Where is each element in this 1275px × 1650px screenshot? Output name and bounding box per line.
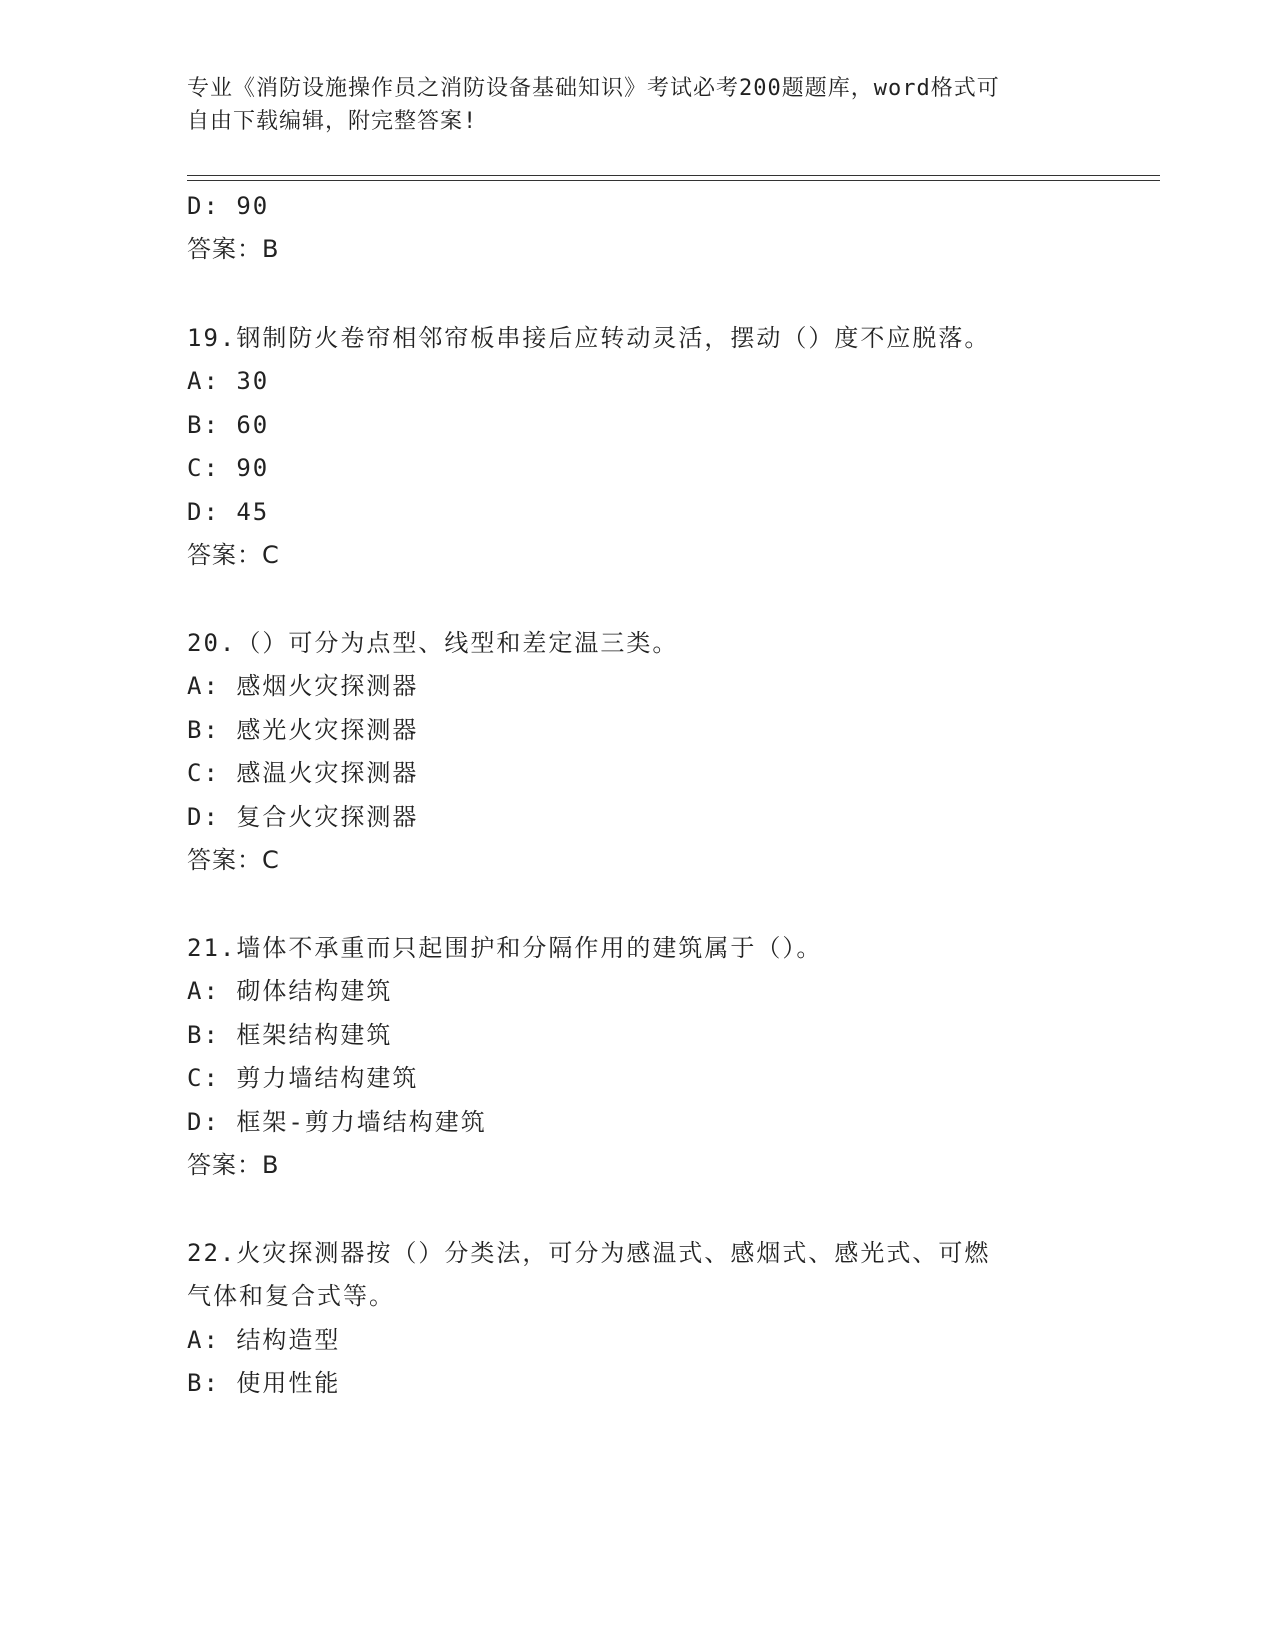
question-21-option-b: B: 框架结构建筑: [187, 1021, 393, 1049]
prev-answer: 答案：B: [187, 235, 280, 263]
question-19-option-d: D: 45: [187, 498, 270, 526]
question-19-option-b: B: 60: [187, 411, 270, 439]
question-19-stem: 19.钢制防火卷帘相邻帘板串接后应转动灵活，摆动（）度不应脱落。: [187, 324, 991, 352]
question-20-option-b: B: 感光火灾探测器: [187, 716, 419, 744]
question-19-answer: 答案：C: [187, 541, 280, 569]
question-22-option-a: A: 结构造型: [187, 1326, 341, 1354]
question-19-option-c: C: 90: [187, 454, 270, 482]
question-19-option-a: A: 30: [187, 367, 270, 395]
question-21-option-a: A: 砌体结构建筑: [187, 977, 393, 1005]
question-22-option-b: B: 使用性能: [187, 1369, 341, 1397]
question-21-stem: 21.墙体不承重而只起围护和分隔作用的建筑属于（）。: [187, 934, 823, 962]
header-divider-bottom: [187, 180, 1160, 181]
question-20-stem: 20.（）可分为点型、线型和差定温三类。: [187, 629, 679, 657]
question-20-answer: 答案：C: [187, 846, 280, 874]
prev-option-d: D: 90: [187, 192, 270, 220]
question-22-stem-line-2: 气体和复合式等。: [187, 1282, 395, 1310]
header-divider-top: [187, 175, 1160, 176]
question-21-answer: 答案：B: [187, 1151, 280, 1179]
question-21-option-c: C: 剪力墙结构建筑: [187, 1064, 419, 1092]
question-22-stem-line-1: 22.火灾探测器按（）分类法，可分为感温式、感烟式、感光式、可燃: [187, 1239, 991, 1267]
question-20-option-c: C: 感温火灾探测器: [187, 759, 419, 787]
document-header: [187, 72, 1087, 138]
header-line-2: 自由下载编辑，附完整答案!: [187, 109, 478, 134]
question-20-option-a: A: 感烟火灾探测器: [187, 672, 419, 700]
header-line-1: 专业《消防设施操作员之消防设备基础知识》考试必考200题题库，word格式可: [187, 76, 1000, 101]
question-20-option-d: D: 复合火灾探测器: [187, 803, 419, 831]
question-21-option-d: D: 框架-剪力墙结构建筑: [187, 1108, 487, 1136]
